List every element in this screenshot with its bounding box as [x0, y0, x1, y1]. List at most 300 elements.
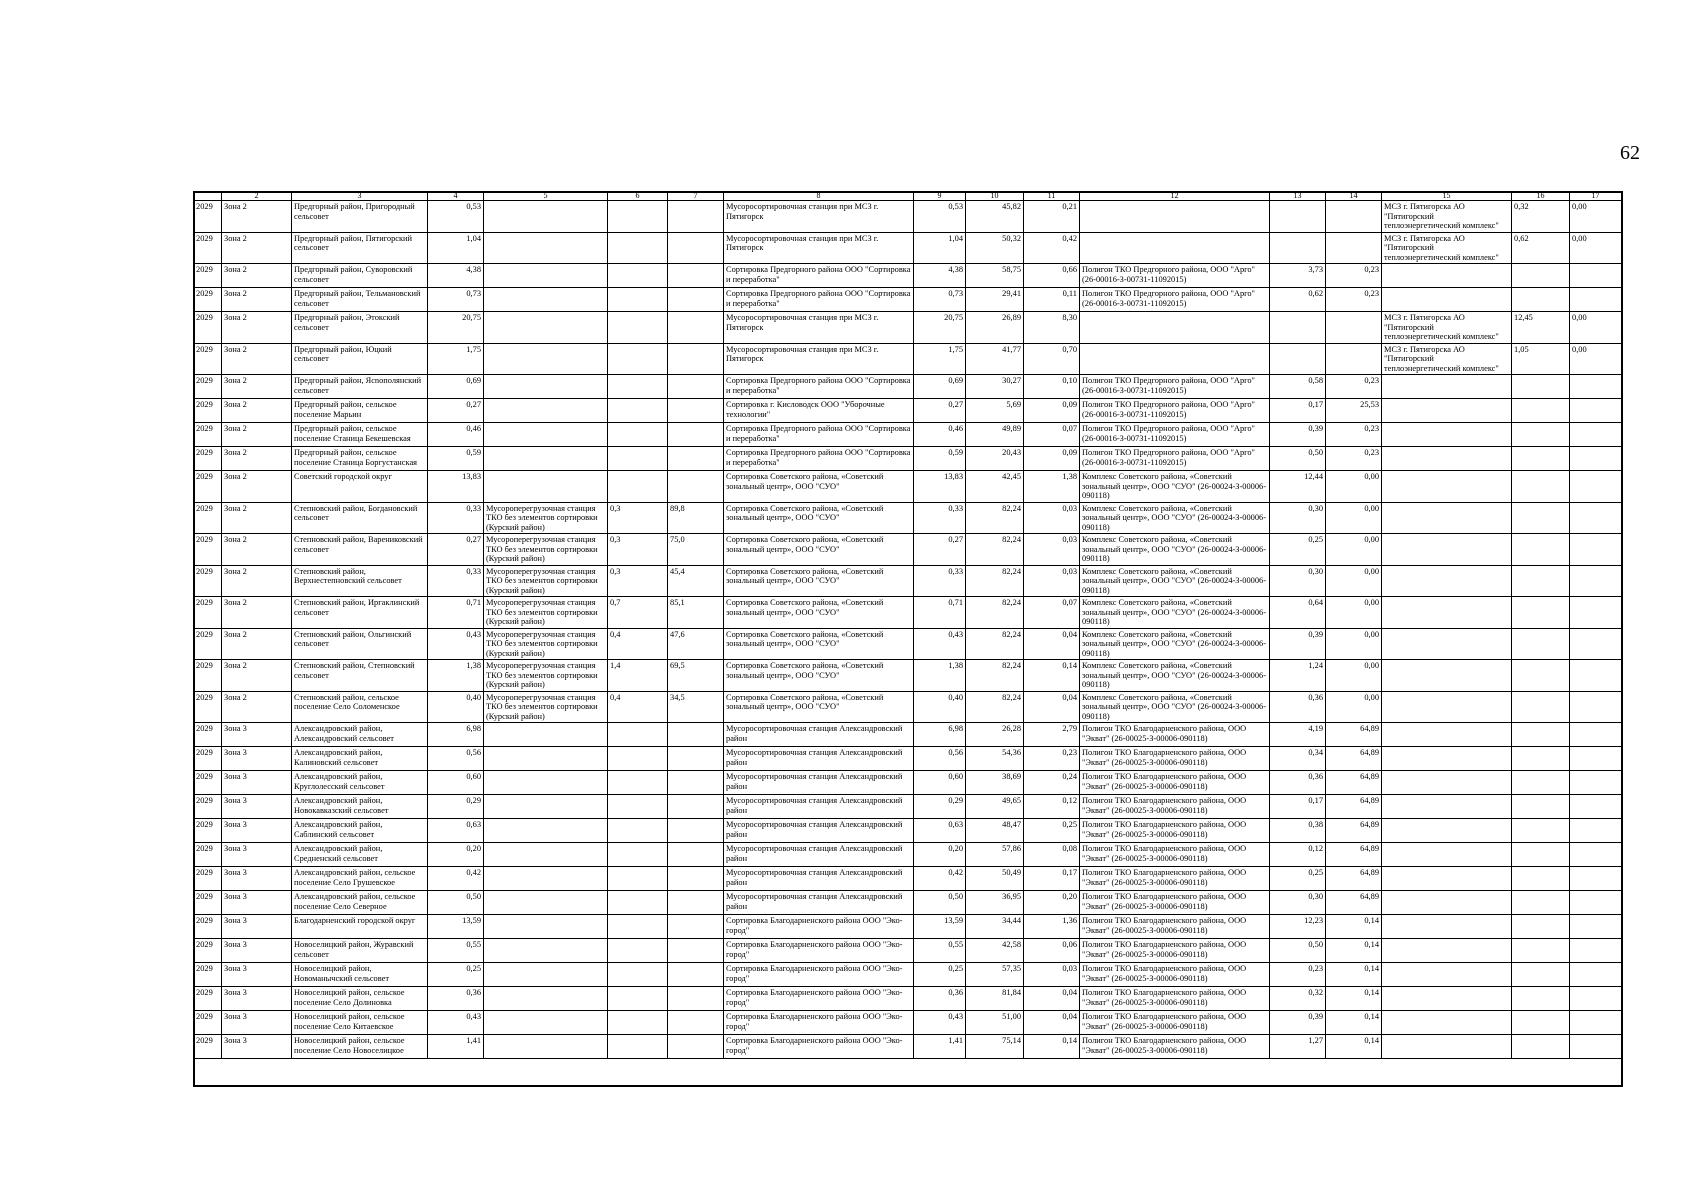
table-cell: [608, 867, 668, 891]
table-cell: 4,38: [914, 264, 966, 288]
table-cell: 49,65: [966, 795, 1024, 819]
table-cell: [608, 264, 668, 288]
table-cell: [668, 399, 724, 423]
table-cell: [1512, 399, 1570, 423]
table-row: [194, 502, 1622, 534]
table-cell: Зона 2: [222, 502, 292, 534]
table-cell: [1570, 471, 1622, 503]
table-cell: Александровский район, Круглолесский сельсовет: [292, 771, 428, 795]
table-cell: [1512, 375, 1570, 399]
table-row: [194, 795, 1622, 819]
table-cell: 0,42: [914, 867, 966, 891]
table-cell: [1512, 795, 1570, 819]
table-cell: [608, 963, 668, 987]
table-cell: 2029: [194, 201, 222, 233]
table-cell: [608, 201, 668, 233]
table-row: [194, 447, 1622, 471]
table-cell: [1382, 1035, 1512, 1059]
table-cell: [1382, 288, 1512, 312]
table-cell: 0,4: [608, 691, 668, 723]
table-cell: 2029: [194, 660, 222, 692]
column-number: 4: [428, 192, 484, 201]
table-cell: [1570, 264, 1622, 288]
table-cell: [1570, 915, 1622, 939]
table-cell: 2029: [194, 399, 222, 423]
table-cell: 42,58: [966, 939, 1024, 963]
table-cell: Сортировка Советского района, «Советский зональный центр», ООО "СУО": [724, 534, 914, 566]
table-cell: [1570, 723, 1622, 747]
table-cell: [1382, 399, 1512, 423]
table-cell: 0,36: [914, 987, 966, 1011]
table-cell: Сортировка Предгорного района ООО "Сортировка и переработка": [724, 288, 914, 312]
table-cell: Зона 2: [222, 565, 292, 597]
table-row: [194, 597, 1622, 629]
table-cell: [484, 795, 608, 819]
table-cell: Полигон ТКО Благодарненского района, ООО "Экват" (26-00025-З-00006-090118): [1080, 1035, 1270, 1059]
table-cell: 50,49: [966, 867, 1024, 891]
table-cell: [1382, 891, 1512, 915]
table-cell: [668, 771, 724, 795]
table-cell: 2029: [194, 264, 222, 288]
table-row: [194, 201, 1622, 233]
table-cell: Мусоросортировочная станция Александровский район: [724, 795, 914, 819]
table-cell: 2029: [194, 843, 222, 867]
table-cell: Новоселицкий район, сельское поселение Село Долиновка: [292, 987, 428, 1011]
table-cell: [1570, 447, 1622, 471]
table-cell: [1382, 963, 1512, 987]
table-row: [194, 987, 1622, 1011]
table-cell: [1270, 312, 1326, 344]
table-cell: 0,63: [914, 819, 966, 843]
table-cell: Зона 2: [222, 312, 292, 344]
table-cell: Благодарненский городской округ: [292, 915, 428, 939]
table-cell: [484, 288, 608, 312]
table-cell: 0,66: [1024, 264, 1080, 288]
table-cell: 0,71: [914, 597, 966, 629]
table-cell: Зона 2: [222, 628, 292, 660]
table-cell: 0,27: [428, 534, 484, 566]
table-cell: Полигон ТКО Благодарненского района, ООО "Экват" (26-00025-З-00006-090118): [1080, 747, 1270, 771]
table-cell: Мусоросортировочная станция Александровский район: [724, 771, 914, 795]
table-cell: 0,25: [914, 963, 966, 987]
table-cell: [668, 423, 724, 447]
table-cell: Сортировка Советского района, «Советский зональный центр», ООО "СУО": [724, 597, 914, 629]
table-cell: Сортировка Советского района, «Советский зональный центр», ООО "СУО": [724, 502, 914, 534]
column-number: 5: [484, 192, 608, 201]
table-cell: 0,46: [914, 423, 966, 447]
table-cell: [1512, 502, 1570, 534]
table-cell: 0,00: [1326, 534, 1382, 566]
table-cell: [1512, 628, 1570, 660]
table-cell: 0,00: [1326, 565, 1382, 597]
table-cell: 42,45: [966, 471, 1024, 503]
table-cell: [1512, 447, 1570, 471]
table-cell: 2029: [194, 771, 222, 795]
table-cell: 8,30: [1024, 312, 1080, 344]
table-cell: Зона 2: [222, 660, 292, 692]
table-cell: [608, 471, 668, 503]
column-number: 17: [1570, 192, 1622, 201]
table-cell: [484, 232, 608, 264]
table-cell: Полигон ТКО Благодарненского района, ООО "Экват" (26-00025-З-00006-090118): [1080, 723, 1270, 747]
table-cell: 0,07: [1024, 423, 1080, 447]
table-cell: 0,07: [1024, 597, 1080, 629]
table-cell: 2029: [194, 939, 222, 963]
table-cell: 1,75: [428, 343, 484, 375]
table-cell: [484, 423, 608, 447]
table-cell: 0,00: [1326, 628, 1382, 660]
table-cell: [668, 891, 724, 915]
table-cell: [484, 399, 608, 423]
table-cell: [1382, 795, 1512, 819]
table-cell: [1382, 471, 1512, 503]
table-cell: Сортировка Предгорного района ООО "Сортировка и переработка": [724, 375, 914, 399]
table-cell: [484, 867, 608, 891]
table-cell: Сортировка Советского района, «Советский зональный центр», ООО "СУО": [724, 565, 914, 597]
table-cell: [1570, 597, 1622, 629]
column-number: 6: [608, 192, 668, 201]
table-cell: [1080, 312, 1270, 344]
table-cell: 0,12: [1024, 795, 1080, 819]
table-cell: Сортировка Предгорного района ООО "Сортировка и переработка": [724, 423, 914, 447]
table-cell: 1,38: [1024, 471, 1080, 503]
table-cell: 0,3: [608, 502, 668, 534]
table-cell: Сортировка г. Кисловодск ООО "Уборочные технологии": [724, 399, 914, 423]
table-cell: [1570, 963, 1622, 987]
table-cell: [1382, 502, 1512, 534]
table-cell: 0,03: [1024, 502, 1080, 534]
table-cell: [1512, 987, 1570, 1011]
table-cell: 0,55: [428, 939, 484, 963]
table-cell: Зона 3: [222, 747, 292, 771]
table-cell: 6,98: [914, 723, 966, 747]
table-cell: [668, 232, 724, 264]
table-cell: 1,04: [914, 232, 966, 264]
table-cell: [1570, 867, 1622, 891]
table-cell: 82,24: [966, 502, 1024, 534]
table-cell: Сортировка Благодарненского района ООО "Эко-город": [724, 1035, 914, 1059]
column-number: 2: [222, 192, 292, 201]
table-cell: 0,17: [1270, 399, 1326, 423]
table-cell: [608, 423, 668, 447]
table-cell: Мусороперегрузочная станция ТКО без элементов сортировки (Курский район): [484, 534, 608, 566]
table-cell: 2029: [194, 288, 222, 312]
table-cell: [484, 963, 608, 987]
table-cell: Полигон ТКО Благодарненского района, ООО "Экват" (26-00025-З-00006-090118): [1080, 843, 1270, 867]
table-cell: [608, 1035, 668, 1059]
table-cell: 0,7: [608, 597, 668, 629]
table-cell: [1512, 471, 1570, 503]
table-cell: [608, 232, 668, 264]
table-cell: 0,29: [914, 795, 966, 819]
table-cell: Степновский район, Верхнестепновский сельсовет: [292, 565, 428, 597]
table-cell: Мусоросортировочная станция Александровский район: [724, 819, 914, 843]
table-cell: 0,10: [1024, 375, 1080, 399]
table-cell: 82,24: [966, 628, 1024, 660]
table-cell: [668, 343, 724, 375]
table-cell: 0,20: [914, 843, 966, 867]
table-cell: 49,89: [966, 423, 1024, 447]
table-cell: 0,71: [428, 597, 484, 629]
table-cell: [484, 987, 608, 1011]
table-cell: [1382, 264, 1512, 288]
table-cell: [1512, 691, 1570, 723]
table-cell: 0,56: [914, 747, 966, 771]
column-number: 15: [1382, 192, 1512, 201]
table-row: [194, 1011, 1622, 1035]
table-cell: [1382, 423, 1512, 447]
table-cell: Зона 3: [222, 867, 292, 891]
table-cell: [1382, 597, 1512, 629]
table-cell: Полигон ТКО Благодарненского района, ООО "Экват" (26-00025-З-00006-090118): [1080, 819, 1270, 843]
table-cell: Мусоросортировочная станция Александровский район: [724, 723, 914, 747]
table-cell: Комплекс Советского района, «Советский зональный центр», ООО "СУО" (26-00024-З-00006-090118): [1080, 660, 1270, 692]
table-cell: 0,03: [1024, 534, 1080, 566]
table-row: [194, 891, 1622, 915]
column-number-row: [194, 192, 1622, 201]
table-cell: 82,24: [966, 597, 1024, 629]
table-cell: Новоселицкий район, сельское поселение Село Новоселицкое: [292, 1035, 428, 1059]
table-cell: [608, 843, 668, 867]
table-cell: 1,41: [914, 1035, 966, 1059]
table-cell: [1570, 795, 1622, 819]
table-cell: 0,20: [1024, 891, 1080, 915]
table-cell: [484, 939, 608, 963]
table-row: [194, 264, 1622, 288]
table-cell: [1570, 423, 1622, 447]
table-row: [194, 399, 1622, 423]
table-cell: 12,23: [1270, 915, 1326, 939]
table-cell: 30,27: [966, 375, 1024, 399]
table-cell: [1382, 660, 1512, 692]
table-cell: 0,43: [914, 628, 966, 660]
table-cell: 82,24: [966, 660, 1024, 692]
table-cell: [484, 843, 608, 867]
table-cell: Сортировка Благодарненского района ООО "Эко-город": [724, 939, 914, 963]
table-cell: [484, 1035, 608, 1059]
table-cell: Полигон ТКО Благодарненского района, ООО "Экват" (26-00025-З-00006-090118): [1080, 891, 1270, 915]
table-cell: 0,23: [1326, 375, 1382, 399]
table-cell: [668, 819, 724, 843]
table-cell: [608, 987, 668, 1011]
table-cell: Зона 2: [222, 288, 292, 312]
table-row: [194, 819, 1622, 843]
table-cell: [668, 723, 724, 747]
table-cell: 0,27: [914, 534, 966, 566]
table-cell: 0,39: [1270, 1011, 1326, 1035]
column-number: 7: [668, 192, 724, 201]
table-cell: 0,43: [428, 1011, 484, 1035]
table-cell: Комплекс Советского района, «Советский зональный центр», ООО "СУО" (26-00024-З-00006-090118): [1080, 534, 1270, 566]
table-cell: Мусороперегрузочная станция ТКО без элементов сортировки (Курский район): [484, 565, 608, 597]
table-cell: Предгорный район, Пятигорский сельсовет: [292, 232, 428, 264]
table-cell: МСЗ г. Пятигорска АО "Пятигорский теплоэнергетический комплекс": [1382, 343, 1512, 375]
table-cell: 0,09: [1024, 399, 1080, 423]
table-cell: 2029: [194, 1035, 222, 1059]
table-cell: 82,24: [966, 565, 1024, 597]
table-cell: [1326, 232, 1382, 264]
table-cell: [1512, 597, 1570, 629]
table-cell: [1570, 534, 1622, 566]
table-cell: [1326, 312, 1382, 344]
table-cell: 0,04: [1024, 628, 1080, 660]
column-number: 10: [966, 192, 1024, 201]
table-row: [194, 771, 1622, 795]
table-cell: Полигон ТКО Благодарненского района, ООО "Экват" (26-00025-З-00006-090118): [1080, 771, 1270, 795]
table-cell: 0,25: [1270, 534, 1326, 566]
table-cell: 0,23: [1326, 423, 1382, 447]
table-cell: 0,25: [428, 963, 484, 987]
table-cell: [1512, 843, 1570, 867]
table-cell: 2029: [194, 867, 222, 891]
table-cell: Сортировка Советского района, «Советский зональный центр», ООО "СУО": [724, 691, 914, 723]
table-cell: 4,38: [428, 264, 484, 288]
table-cell: 0,00: [1326, 471, 1382, 503]
table-cell: [1512, 660, 1570, 692]
table-cell: 69,5: [668, 660, 724, 692]
table-row: [194, 691, 1622, 723]
table-cell: 0,00: [1326, 502, 1382, 534]
table-cell: Зона 3: [222, 819, 292, 843]
table-cell: 45,82: [966, 201, 1024, 233]
table-row: [194, 1035, 1622, 1059]
table-cell: [1512, 565, 1570, 597]
table-cell: 75,14: [966, 1035, 1024, 1059]
table-cell: Комплекс Советского района, «Советский зональный центр», ООО "СУО" (26-00024-З-00006-090118): [1080, 691, 1270, 723]
table-cell: 2029: [194, 795, 222, 819]
table-cell: Зона 2: [222, 691, 292, 723]
table-cell: Полигон ТКО Благодарненского района, ООО "Экват" (26-00025-З-00006-090118): [1080, 915, 1270, 939]
table-row: [194, 939, 1622, 963]
table-cell: Предгорный район, сельское поселение Марьин: [292, 399, 428, 423]
table-cell: Комплекс Советского района, «Советский зональный центр», ООО "СУО" (26-00024-З-00006-090118): [1080, 502, 1270, 534]
table-cell: 0,55: [914, 939, 966, 963]
column-number: [194, 192, 222, 201]
table-cell: 0,33: [914, 565, 966, 597]
table-cell: Зона 2: [222, 343, 292, 375]
table-cell: 20,43: [966, 447, 1024, 471]
page-number: 62: [1620, 142, 1640, 164]
table-cell: [1270, 201, 1326, 233]
table-cell: [484, 375, 608, 399]
table-cell: 2029: [194, 628, 222, 660]
table-cell: 0,20: [428, 843, 484, 867]
table-cell: Полигон ТКО Благодарненского района, ООО "Экват" (26-00025-З-00006-090118): [1080, 987, 1270, 1011]
table-cell: Полигон ТКО Благодарненского района, ООО "Экват" (26-00025-З-00006-090118): [1080, 795, 1270, 819]
table-cell: 0,03: [1024, 565, 1080, 597]
table-cell: Степновский район, Варениковский сельсовет: [292, 534, 428, 566]
table-cell: [668, 375, 724, 399]
table-cell: Полигон ТКО Благодарненского района, ООО "Экват" (26-00025-З-00006-090118): [1080, 1011, 1270, 1035]
table-cell: [668, 843, 724, 867]
table-cell: Александровский район, сельское поселение Село Грушевское: [292, 867, 428, 891]
table-cell: 64,89: [1326, 723, 1382, 747]
table-cell: Александровский район, Средненский сельсовет: [292, 843, 428, 867]
table-cell: 0,43: [914, 1011, 966, 1035]
table-cell: [1512, 819, 1570, 843]
table-cell: Зона 3: [222, 963, 292, 987]
table-cell: [1080, 232, 1270, 264]
table-cell: Новоселицкий район, Новоманычский сельсовет: [292, 963, 428, 987]
table-cell: [1382, 771, 1512, 795]
table-cell: 0,25: [1270, 867, 1326, 891]
table-cell: [1382, 843, 1512, 867]
table-cell: 2029: [194, 963, 222, 987]
table-row: [194, 723, 1622, 747]
table-cell: 64,89: [1326, 891, 1382, 915]
table-cell: Полигон ТКО Предгорного района, ООО "Арго" (26-00016-З-00731-11092015): [1080, 264, 1270, 288]
table-cell: [1570, 1011, 1622, 1035]
table-cell: [1570, 987, 1622, 1011]
table-cell: Зона 2: [222, 232, 292, 264]
table-cell: Сортировка Советского района, «Советский зональный центр», ООО "СУО": [724, 628, 914, 660]
table-cell: [608, 288, 668, 312]
table-cell: Александровский район, Новокавказский сельсовет: [292, 795, 428, 819]
table-row: [194, 375, 1622, 399]
table-cell: [1382, 691, 1512, 723]
column-number: 8: [724, 192, 914, 201]
table-cell: [1326, 343, 1382, 375]
table-cell: Полигон ТКО Благодарненского района, ООО "Экват" (26-00025-З-00006-090118): [1080, 939, 1270, 963]
table-cell: 2029: [194, 447, 222, 471]
table-cell: 2029: [194, 423, 222, 447]
table-cell: 38,69: [966, 771, 1024, 795]
table-cell: [1512, 288, 1570, 312]
table-cell: [1570, 843, 1622, 867]
table-cell: [484, 891, 608, 915]
table-cell: Сортировка Благодарненского района ООО "Эко-город": [724, 987, 914, 1011]
table-cell: 47,6: [668, 628, 724, 660]
table-cell: 0,33: [914, 502, 966, 534]
table-cell: 85,1: [668, 597, 724, 629]
table-cell: [1512, 867, 1570, 891]
table-cell: 2029: [194, 1011, 222, 1035]
table-cell: Сортировка Предгорного района ООО "Сортировка и переработка": [724, 264, 914, 288]
table-row: [194, 628, 1622, 660]
table-cell: [1570, 399, 1622, 423]
table-cell: 0,64: [1270, 597, 1326, 629]
table-cell: [1382, 747, 1512, 771]
table-cell: 26,28: [966, 723, 1024, 747]
column-number: 16: [1512, 192, 1570, 201]
table-cell: 1,36: [1024, 915, 1080, 939]
table-cell: [668, 288, 724, 312]
table-cell: Новоселицкий район, сельское поселение Село Китаевское: [292, 1011, 428, 1035]
table-cell: 0,23: [1326, 264, 1382, 288]
table-cell: 0,04: [1024, 1011, 1080, 1035]
table-cell: 0,69: [428, 375, 484, 399]
table-cell: Сортировка Благодарненского района ООО "Эко-город": [724, 963, 914, 987]
table-cell: 0,38: [1270, 819, 1326, 843]
table-cell: 0,30: [1270, 891, 1326, 915]
table-cell: Советский городской округ: [292, 471, 428, 503]
table-cell: [484, 1011, 608, 1035]
table-cell: 1,41: [428, 1035, 484, 1059]
table-cell: 0,59: [914, 447, 966, 471]
table-cell: 0,27: [914, 399, 966, 423]
data-table: [193, 191, 1622, 1059]
table-cell: [608, 1011, 668, 1035]
table-cell: [1080, 343, 1270, 375]
table-cell: МСЗ г. Пятигорска АО "Пятигорский теплоэнергетический комплекс": [1382, 201, 1512, 233]
table-cell: Мусоросортировочная станция при МСЗ г. Пятигорск: [724, 232, 914, 264]
table-cell: Зона 2: [222, 447, 292, 471]
table-cell: Полигон ТКО Предгорного района, ООО "Арго" (26-00016-З-00731-11092015): [1080, 375, 1270, 399]
table-cell: [1382, 375, 1512, 399]
table-cell: 0,73: [914, 288, 966, 312]
table-cell: Степновский район, сельское поселение Село Соломенское: [292, 691, 428, 723]
table-cell: Зона 2: [222, 399, 292, 423]
